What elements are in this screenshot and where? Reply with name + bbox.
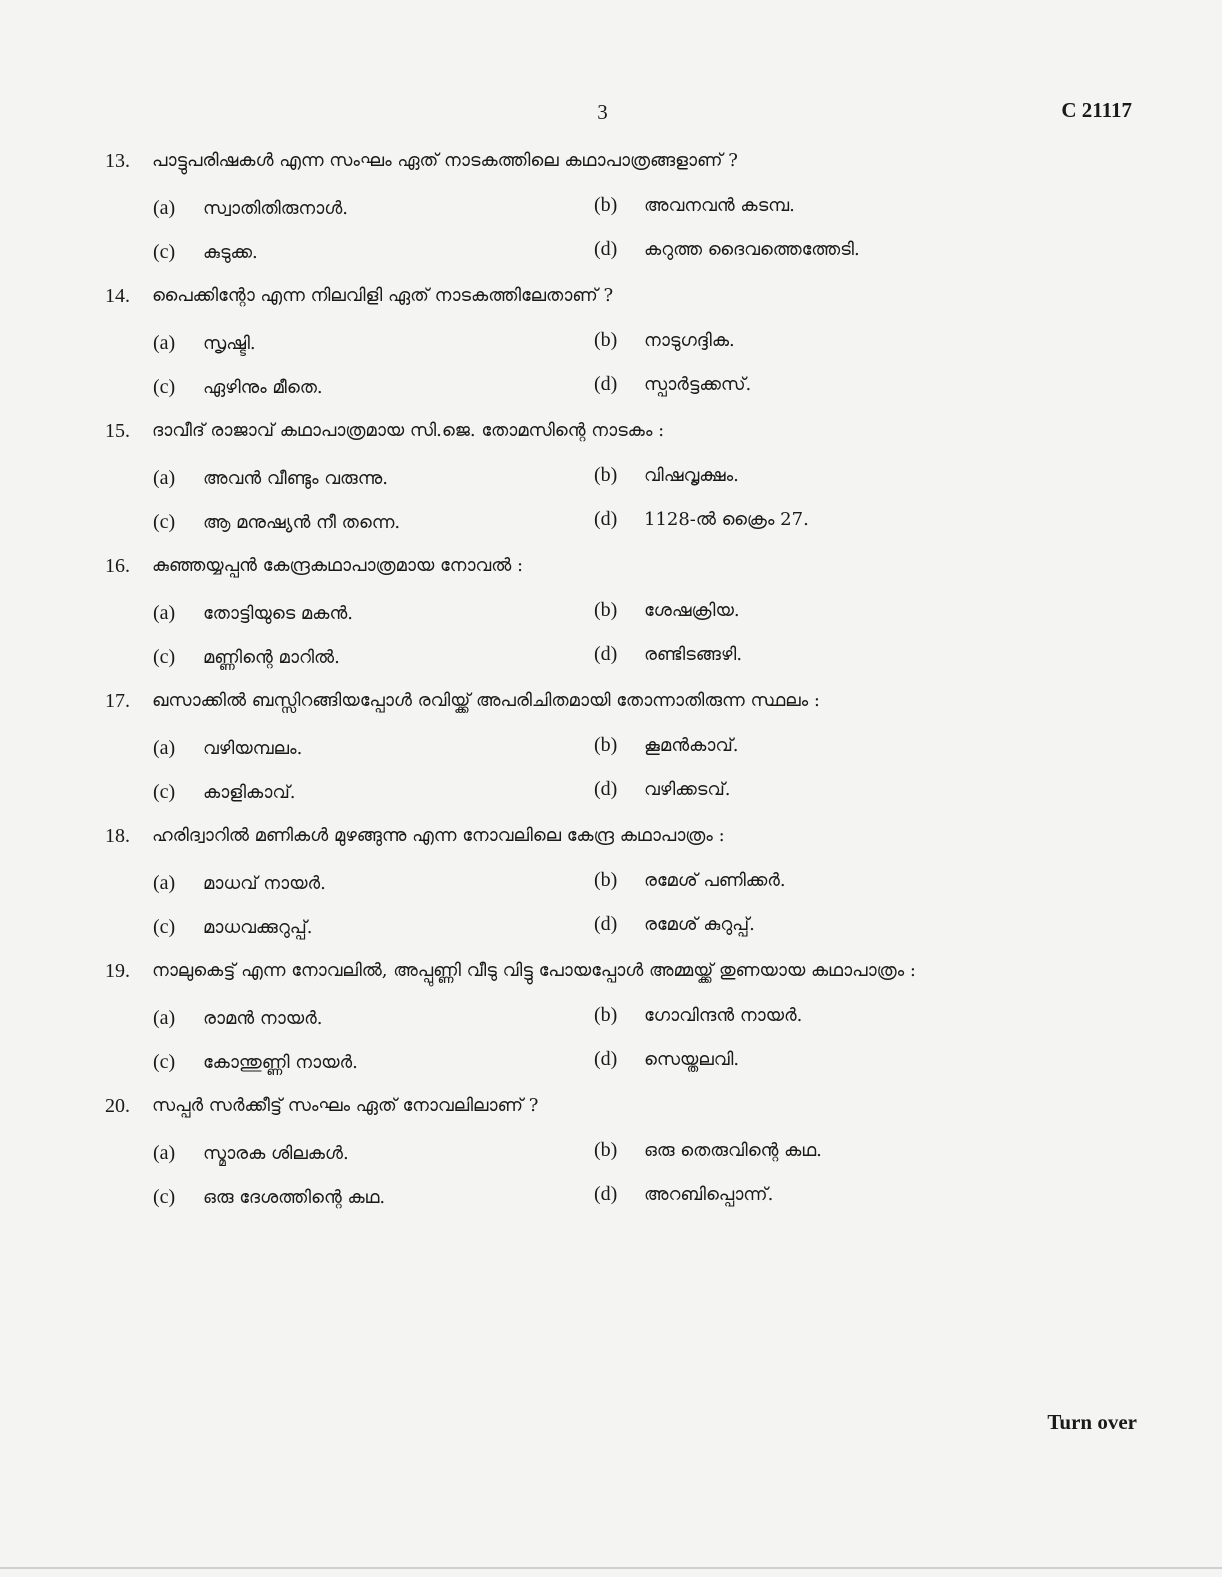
option-text: മാധവക്കുറുപ്പ്. xyxy=(203,917,313,938)
option-text: രമേശ് പണിക്കർ. xyxy=(644,870,786,891)
question-number: 17. xyxy=(105,690,130,712)
option-label: (d) xyxy=(594,508,618,530)
option-text: അവനവൻ കടമ്പ. xyxy=(644,195,795,216)
option-text: ആ മനുഷ്യൻ നീ തന്നെ. xyxy=(203,512,401,533)
option-label: (c) xyxy=(153,781,176,803)
option-c xyxy=(153,781,295,804)
option-text: സ്വാതിതിരുനാൾ. xyxy=(203,198,349,219)
option-label: (c) xyxy=(153,1186,176,1208)
option-label: (d) xyxy=(594,1183,618,1205)
option-b xyxy=(594,329,735,352)
option-c xyxy=(153,376,323,399)
option-a xyxy=(153,872,326,895)
option-label: (d) xyxy=(594,1048,618,1070)
question-text: കുഞ്ഞയ്യപ്പൻ കേന്ദ്രകഥാപാത്രമായ നോവൽ : xyxy=(152,555,524,576)
option-d xyxy=(594,238,860,261)
option-text: രമേശ് കുറുപ്പ്. xyxy=(644,914,755,935)
option-text: സ്പാർട്ടക്കസ്. xyxy=(644,374,752,395)
option-label: (b) xyxy=(594,194,618,216)
option-c xyxy=(153,646,340,669)
option-label: (c) xyxy=(153,916,176,938)
question-18 xyxy=(100,825,1130,960)
option-text: കാളികാവ്. xyxy=(203,782,296,803)
question-number: 16. xyxy=(105,555,130,577)
option-text: കൂമൻകാവ്. xyxy=(644,735,739,756)
question-number: 20. xyxy=(105,1095,130,1117)
option-d xyxy=(594,508,809,531)
option-text: ഒരു തെരുവിന്റെ കഥ. xyxy=(644,1140,822,1161)
option-label: (c) xyxy=(153,241,176,263)
option-d xyxy=(594,373,751,396)
question-number: 15. xyxy=(105,420,130,442)
option-label: (a) xyxy=(153,602,176,624)
question-text: പൈക്കിന്റോ എന്ന നിലവിളി ഏത് നാടകത്തിലേതാണ് ? xyxy=(152,285,614,306)
option-text: വിഷവൃക്ഷം. xyxy=(644,465,739,486)
option-b xyxy=(594,464,739,487)
option-text: മാധവ് നായർ. xyxy=(203,873,326,894)
question-14 xyxy=(100,285,1130,420)
paper-code: C 21117 xyxy=(1061,98,1132,122)
option-b xyxy=(594,869,786,892)
option-text: അവൻ വീണ്ടും വരുന്നു. xyxy=(203,468,388,489)
option-text: ഏഴിനും മീതെ. xyxy=(203,377,323,398)
option-text: ഒരു ദേശത്തിന്റെ കഥ. xyxy=(203,1187,386,1208)
option-label: (c) xyxy=(153,646,176,668)
option-label: (b) xyxy=(594,1139,618,1161)
question-19 xyxy=(100,960,1130,1095)
option-label: (d) xyxy=(594,643,618,665)
question-number: 18. xyxy=(105,825,130,847)
option-label: (d) xyxy=(594,778,618,800)
option-b xyxy=(594,1139,822,1162)
option-text: അറബിപ്പൊന്ന്. xyxy=(644,1184,774,1205)
option-label: (a) xyxy=(153,872,176,894)
option-text: വഴിക്കടവ്. xyxy=(644,779,731,800)
question-number: 14. xyxy=(105,285,130,307)
option-a xyxy=(153,1007,322,1030)
option-label: (d) xyxy=(594,373,618,395)
option-a xyxy=(153,1142,349,1165)
option-text: 1128-ൽ ക്രൈം 27. xyxy=(644,509,809,530)
option-a xyxy=(153,602,353,625)
option-label: (d) xyxy=(594,913,618,935)
option-b xyxy=(594,194,795,217)
option-text: കുടുക്ക. xyxy=(203,242,258,263)
option-label: (a) xyxy=(153,467,176,489)
option-text: സ്മാരക ശിലകൾ. xyxy=(203,1143,349,1164)
question-list xyxy=(100,150,1130,1230)
option-c xyxy=(153,1186,385,1209)
page-number: 3 xyxy=(597,100,608,124)
option-label: (a) xyxy=(153,1007,176,1029)
option-text: കോന്തുണ്ണി നായർ. xyxy=(203,1052,358,1073)
question-text: സപ്പർ സർക്കീട്ട് സംഘം ഏത് നോവലിലാണ് ? xyxy=(152,1095,539,1116)
option-label: (d) xyxy=(594,238,618,260)
option-text: തോട്ടിയുടെ മകൻ. xyxy=(203,603,354,624)
option-text: ഗോവിന്ദൻ നായർ. xyxy=(644,1005,803,1026)
option-c xyxy=(153,1051,358,1074)
option-text: സെയ്തലവി. xyxy=(644,1049,740,1070)
question-number: 13. xyxy=(105,150,130,172)
option-text: നാടുഗദ്ദിക. xyxy=(644,330,735,351)
option-text: ശേഷക്രിയ. xyxy=(644,600,740,621)
option-d xyxy=(594,1048,739,1071)
option-label: (a) xyxy=(153,1142,176,1164)
question-20 xyxy=(100,1095,1130,1230)
option-d xyxy=(594,778,731,801)
option-text: രാമൻ നായർ. xyxy=(203,1008,323,1029)
option-a xyxy=(153,467,388,490)
option-c xyxy=(153,241,258,264)
option-b xyxy=(594,1004,802,1027)
option-label: (a) xyxy=(153,197,176,219)
option-label: (b) xyxy=(594,329,618,351)
option-label: (a) xyxy=(153,332,176,354)
option-d xyxy=(594,913,755,936)
question-text: നാലുകെട്ട് എന്ന നോവലിൽ, അപ്പുണ്ണി വീടു വിട്ടു പോയപ്പോൾ അമ്മയ്ക്ക് തുണയായ കഥാപാത്രം : xyxy=(152,960,916,981)
option-text: കറുത്ത ദൈവത്തെത്തേടി. xyxy=(644,239,860,260)
option-label: (a) xyxy=(153,737,176,759)
question-16 xyxy=(100,555,1130,690)
question-text: ദാവീദ് രാജാവ് കഥാപാത്രമായ സി.ജെ. തോമസിന്റെ നാടകം : xyxy=(152,420,665,441)
question-number: 19. xyxy=(105,960,130,982)
option-a xyxy=(153,332,256,355)
question-15 xyxy=(100,420,1130,555)
option-label: (b) xyxy=(594,869,618,891)
question-text: പാട്ടുപരിഷകൾ എന്ന സംഘം ഏത് നാടകത്തിലെ കഥാപാത്രങ്ങളാണ് ? xyxy=(152,150,738,171)
option-text: രണ്ടിടങ്ങഴി. xyxy=(644,644,743,665)
option-text: മണ്ണിന്റെ മാറിൽ. xyxy=(203,647,340,668)
option-label: (c) xyxy=(153,376,176,398)
question-text: ഖസാക്കിൽ ബസ്സിറങ്ങിയപ്പോൾ രവിയ്ക്ക് അപരിചിതമായി തോന്നാതിരുന്ന സ്ഥലം : xyxy=(152,690,820,711)
question-17 xyxy=(100,690,1130,825)
option-a xyxy=(153,197,348,220)
option-c xyxy=(153,916,312,939)
option-b xyxy=(594,599,740,622)
option-label: (b) xyxy=(594,599,618,621)
option-label: (c) xyxy=(153,511,176,533)
option-label: (b) xyxy=(594,734,618,756)
option-c xyxy=(153,511,400,534)
option-label: (b) xyxy=(594,1004,618,1026)
option-a xyxy=(153,737,302,760)
question-13 xyxy=(100,150,1130,285)
option-text: വഴിയമ്പലം. xyxy=(203,738,303,759)
option-text: സൃഷ്ടി. xyxy=(203,333,256,354)
option-d xyxy=(594,1183,773,1206)
page-bottom-edge xyxy=(0,1567,1222,1569)
option-b xyxy=(594,734,739,757)
option-d xyxy=(594,643,742,666)
turn-over-note: Turn over xyxy=(1047,1410,1137,1434)
question-text: ഹരിദ്വാറിൽ മണികൾ മുഴങ്ങുന്നു എന്ന നോവലിലെ കേന്ദ്ര കഥാപാത്രം : xyxy=(152,825,725,846)
option-label: (b) xyxy=(594,464,618,486)
option-label: (c) xyxy=(153,1051,176,1073)
